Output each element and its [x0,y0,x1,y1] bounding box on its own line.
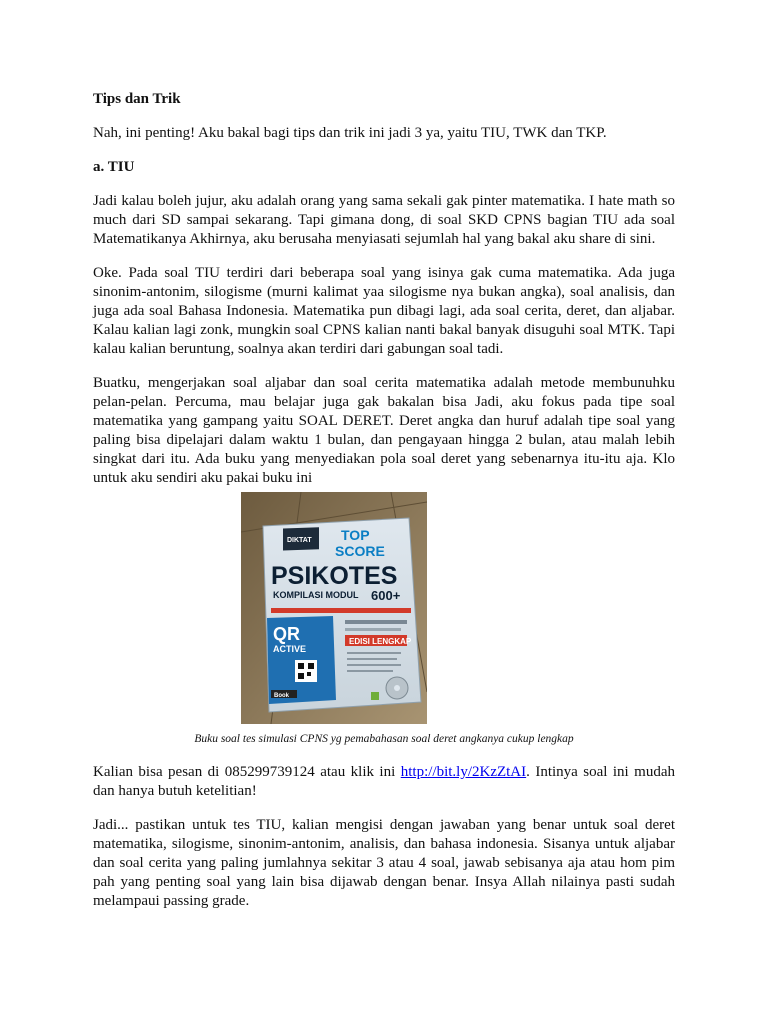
book-publisher-label: Book [274,693,289,699]
book-top-label: TOP [341,527,370,543]
paragraph-math-confession: Jadi kalau boleh jujur, aku adalah orang yang sama sekali gak pinter matematika. I hate math so much dari SD sampai sekarang. Tapi gimana dong, di soal SKD CPNS bagian TIU ada soal Matematikanya Akhirnya, aku berusaha menyiasati sejumlah hal yang bakal aku share di sini. [93,193,675,247]
book-qr-label: QR [273,624,300,644]
intro-paragraph: Nah, ini penting! Aku bakal bagi tips dan trik ini jadi 3 ya, yaitu TIU, TWK dan TKP. [93,125,607,141]
book-score-label: SCORE [335,543,385,559]
paragraph-order-info [93,763,675,801]
book-photo-illustration [241,492,427,724]
order-text-after: . Intinya soal ini mudah dan hanya butuh ketelitian! [93,764,676,799]
book-count-label: 600+ [371,588,401,603]
book-psikotes-label: PSIKOTES [271,562,398,590]
book-active-label: ACTIVE [273,644,307,654]
section-heading-tiu: a. TIU [93,159,135,175]
order-text-before: Kalian bisa pesan di 085299739124 atau klik ini [93,764,401,780]
paragraph-deret-strategy: Buatku, mengerjakan soal aljabar dan soal cerita matematika adalah metode membunuhku pelan-pelan. Percuma, mau belajar juga gak bakalan bisa Jadi, aku fokus pada tipe soal matematika yang gampang yaitu SOAL DERET. Deret angka dan huruf adalah tipe soal yang paling bisa dipelajari dalam waktu 1 bulan, dan pengayaan hingga 2 bulan, atau malah lebih singkat dari itu. Ada buku yang menyediakan pola soal deret yang sebenarnya itu-itu aja. Klo untuk aku sendiri aku pakai buku ini [93,375,675,486]
book-figure [93,492,675,747]
paragraph-tiu-summary: Jadi... pastikan untuk tes TIU, kalian mengisi dengan jawaban yang benar untuk soal deret matematika, silogisme, sinonim-antonim, analisis, dan bahasa indonesia. Sisanya untuk aljabar dan soal cerita yang paling jumlahnya sekitar 3 atau 4 soal, jawab sebisanya aja atau hom pim pah yang penting soal yang lain bisa dijawab dengan benar. Insya Allah nilainya pasti sudah melampaui passing grade. [93,817,675,909]
book-kompilasi-label: KOMPILASI MODUL [273,590,359,600]
paragraph-tiu-content: Oke. Pada soal TIU terdiri dari beberapa soal yang isinya gak cuma matematika. Ada juga sinonim-antonim, silogisme (murni kalimat yaa silogisme nya bukan angka), soal analisis, dan juga ada soal Bahasa Indonesia. Matematika pun dibagi lagi, ada soal cerita, deret, dan aljabar. Kalau kalian lagi zonk, mungkin soal CPNS kalian nanti bakal banyak disuguhi soal MTK. Tapi kalau kalian beruntung, soalnya akan terdiri dari gabungan soal tadi. [93,265,675,357]
document-content [93,90,675,926]
order-link[interactable]: http://bit.ly/2KzZtAI [400,764,527,780]
page-title: Tips dan Trik [93,91,181,107]
figure-caption: Buku soal tes simulasi CPNS yg pemabahasan soal deret angkanya cukup lengkap [194,733,574,745]
book-edisi-label: EDISI LENGKAP [349,637,412,646]
book-photo [241,492,427,724]
book-diktat-label: DIKTAT [287,537,312,544]
